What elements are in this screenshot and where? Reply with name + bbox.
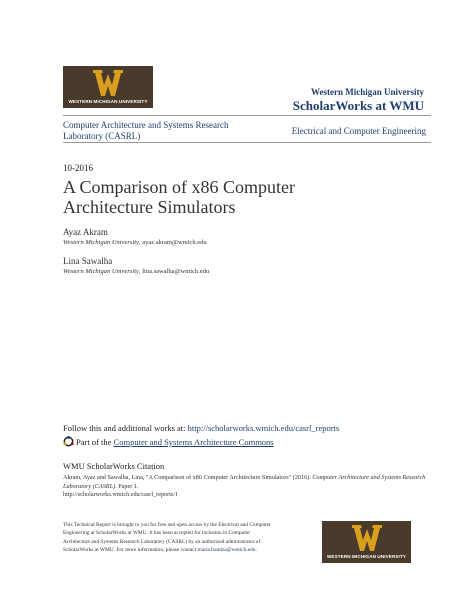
commons-link[interactable]: Computer and Systems Architecture Commons bbox=[113, 436, 274, 447]
citation-heading: WMU ScholarWorks Citation bbox=[63, 461, 165, 471]
commons-network-icon bbox=[63, 436, 74, 447]
contact-email-link[interactable]: maira.bundza@wmich.edu bbox=[197, 547, 256, 554]
author-name: Lina Sawalha bbox=[63, 256, 113, 266]
reports-link[interactable]: http://scholarworks.wmich.edu/casrl_reports bbox=[187, 423, 340, 433]
follow-line bbox=[63, 423, 339, 433]
part-of-line bbox=[63, 436, 274, 447]
university-name[interactable]: Western Michigan University bbox=[311, 87, 424, 97]
institution-header bbox=[293, 87, 424, 114]
logo-text: WESTERN MICHIGAN UNIVERSITY bbox=[68, 99, 148, 104]
publication-date: 10-2016 bbox=[63, 163, 93, 173]
divider-top bbox=[63, 115, 431, 116]
wmu-w-icon bbox=[93, 70, 123, 96]
paper-title: A Comparison of x86 Computer Architecture Simulators bbox=[63, 177, 295, 217]
citation-text: Akram, Ayaz and Sawalha, Lina, "A Comparison of x86 Computer Architecture Simulators" (2016). Computer Architecture and Systems Research Laboratory (CASRL). Paper 1. http://scholarworks.wmich.edu/casrl_reports/1 bbox=[63, 474, 426, 499]
part-of-label: Part of the bbox=[76, 436, 112, 447]
author-affiliation: Western Michigan University, ayaz.akram@wmich.edu bbox=[63, 239, 207, 246]
wmu-logo-bottom[interactable] bbox=[322, 521, 411, 563]
citation-url[interactable]: http://scholarworks.wmich.edu/casrl_reports/1 bbox=[63, 491, 179, 499]
author-affiliation: Western Michigan University, lina.sawalha@wmich.edu bbox=[63, 268, 210, 275]
author-name: Ayaz Akram bbox=[63, 227, 108, 237]
access-note: This Technical Report is brought to you for free and open access by the Electrical and Computer Engineering at ScholarWorks at WMU. It has been accepted for inclusion in Computer Architecture and Systems Research Laboratory (CASRL) by an authorized administrator of ScholarWorks at WMU. For more information, please contact maira.bundza@wmich.edu. bbox=[63, 522, 271, 554]
logo-text: WESTERN MICHIGAN UNIVERSITY bbox=[326, 554, 406, 559]
department-link[interactable]: Electrical and Computer Engineering bbox=[291, 126, 426, 136]
repository-name[interactable]: ScholarWorks at WMU bbox=[292, 98, 424, 113]
divider-bottom bbox=[63, 142, 431, 143]
follow-label: Follow this and additional works at: bbox=[63, 423, 188, 433]
wmu-w-icon bbox=[352, 525, 382, 551]
wmu-logo-top[interactable] bbox=[63, 66, 153, 108]
series-link[interactable]: Computer Architecture and Systems Research Laboratory (CASRL) bbox=[63, 120, 229, 141]
